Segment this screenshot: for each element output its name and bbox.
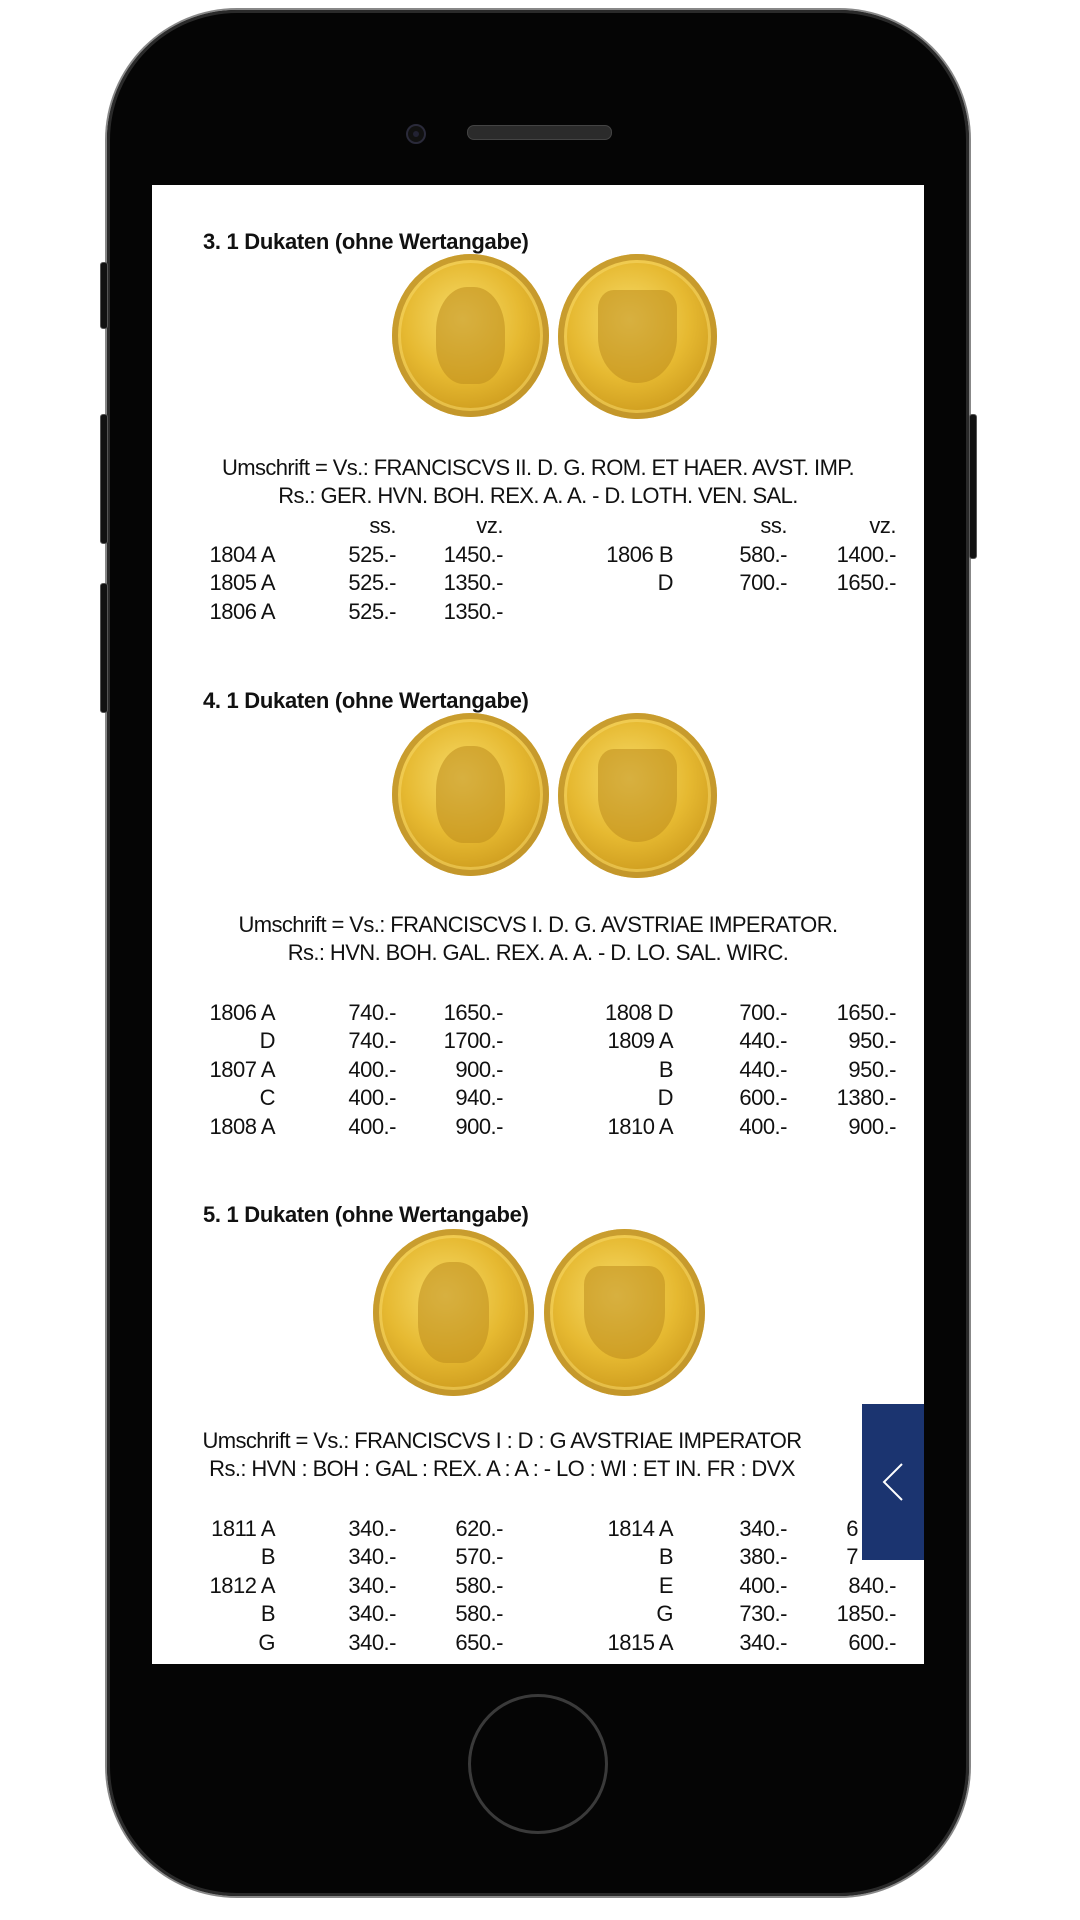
price-row-label: 1806 A: [209, 1000, 275, 1025]
price-ss: 400.-: [739, 1573, 787, 1598]
section-heading: 4. 1 Dukaten (ohne Wertangabe): [203, 688, 529, 713]
price-row-label: G: [656, 1601, 673, 1626]
power-button: [969, 414, 977, 559]
section-heading: 3. 1 Dukaten (ohne Wertangabe): [203, 229, 529, 254]
price-vz: 1850.-: [836, 1601, 896, 1626]
price-ss: 340.-: [348, 1516, 396, 1541]
obverse-inscription: Umschrift = Vs.: FRANCISCVS II. D. G. ROM. ET HAER. AVST. IMP.: [221, 455, 855, 480]
price-vz: 580.-: [455, 1573, 503, 1598]
price-row-label: 1811 A: [211, 1516, 275, 1541]
price-vz: 1450.-: [443, 542, 503, 567]
price-row-label: E: [658, 1573, 673, 1598]
section-heading: 5. 1 Dukaten (ohne Wertangabe): [203, 1202, 529, 1227]
price-row-label: 1804 A: [209, 542, 275, 567]
price-row-label: 1809 A: [607, 1028, 673, 1053]
eagle-motif: [598, 290, 678, 382]
price-row-label: B: [658, 1057, 673, 1082]
reverse-inscription: Rs.: HVN. BOH. GAL. REX. A. A. - D. LO. SAL. WIRC.: [287, 940, 789, 965]
price-ss: 700.-: [739, 570, 787, 595]
coin-reverse-image: [558, 713, 717, 878]
price-row-label: 1814 A: [607, 1516, 673, 1541]
column-header-ss: ss.: [760, 513, 787, 538]
price-row-label: 1812 A: [209, 1573, 275, 1598]
price-row-label: D: [657, 570, 673, 595]
price-vz: 1650.-: [836, 570, 896, 595]
coin-obverse-image: [392, 713, 549, 876]
price-row-label: B: [260, 1601, 275, 1626]
price-ss: 400.-: [348, 1114, 396, 1139]
mute-switch: [100, 262, 108, 329]
price-row-label: 1806 B: [606, 542, 673, 567]
front-camera-icon: [406, 124, 426, 144]
price-vz: 840.-: [848, 1573, 896, 1598]
price-row-label: B: [658, 1544, 673, 1569]
price-ss: 340.-: [348, 1573, 396, 1598]
coin-obverse-image: [373, 1229, 534, 1396]
price-vz: 1380.-: [836, 1085, 896, 1110]
price-row-label: 1806 A: [209, 599, 275, 624]
price-vz: 7: [846, 1544, 858, 1569]
price-ss: 440.-: [739, 1028, 787, 1053]
price-vz: 580.-: [455, 1601, 503, 1626]
price-row-label: 1808 D: [605, 1000, 673, 1025]
price-ss: 340.-: [348, 1630, 396, 1655]
coin-reverse-image: [558, 254, 717, 419]
screen: [152, 185, 924, 1664]
price-ss: 525.-: [348, 542, 396, 567]
price-ss: 400.-: [348, 1085, 396, 1110]
price-vz: 6: [846, 1516, 858, 1541]
home-button[interactable]: [468, 1694, 608, 1834]
price-vz: 950.-: [848, 1057, 896, 1082]
obverse-inscription: Umschrift = Vs.: FRANCISCVS I : D : G AVSTRIAE IMPERATOR: [202, 1428, 802, 1453]
price-ss: 340.-: [348, 1601, 396, 1626]
price-vz: 650.-: [455, 1630, 503, 1655]
price-ss: 700.-: [739, 1000, 787, 1025]
price-row-label: 1810 A: [607, 1114, 673, 1139]
price-vz: 900.-: [848, 1114, 896, 1139]
price-ss: 340.-: [348, 1544, 396, 1569]
price-ss: 740.-: [348, 1028, 396, 1053]
price-vz: 950.-: [848, 1028, 896, 1053]
price-vz: 620.-: [455, 1516, 503, 1541]
price-ss: 340.-: [739, 1630, 787, 1655]
price-ss: 730.-: [739, 1601, 787, 1626]
price-row-label: C: [259, 1085, 275, 1110]
price-vz: 600.-: [848, 1630, 896, 1655]
column-header-vz: vz.: [476, 513, 503, 538]
price-row-label: B: [260, 1544, 275, 1569]
price-row-label: 1815 A: [607, 1630, 673, 1655]
price-ss: 340.-: [739, 1516, 787, 1541]
price-vz: 1400.-: [836, 542, 896, 567]
price-ss: 525.-: [348, 570, 396, 595]
eagle-motif: [584, 1266, 665, 1360]
price-vz: 900.-: [455, 1057, 503, 1082]
obverse-inscription: Umschrift = Vs.: FRANCISCVS I. D. G. AVSTRIAE IMPERATOR.: [238, 912, 838, 937]
price-ss: 600.-: [739, 1085, 787, 1110]
reverse-inscription: Rs.: GER. HVN. BOH. REX. A. A. - D. LOTH. VEN. SAL.: [278, 483, 798, 508]
portrait-motif: [436, 746, 505, 844]
price-vz: 1700.-: [443, 1028, 503, 1053]
back-tab-button[interactable]: [862, 1404, 924, 1560]
price-row-label: 1808 A: [209, 1114, 275, 1139]
price-row-label: D: [657, 1085, 673, 1110]
price-row-label: G: [258, 1630, 275, 1655]
coin-reverse-image: [544, 1229, 705, 1396]
price-vz: 940.-: [455, 1085, 503, 1110]
price-vz: 1350.-: [443, 599, 503, 624]
price-vz: 570.-: [455, 1544, 503, 1569]
volume-down-button: [100, 583, 108, 713]
price-ss: 380.-: [739, 1544, 787, 1569]
price-ss: 400.-: [348, 1057, 396, 1082]
coin-obverse-image: [392, 254, 549, 417]
price-ss: 740.-: [348, 1000, 396, 1025]
price-vz: 1350.-: [443, 570, 503, 595]
portrait-motif: [418, 1262, 489, 1362]
price-row-label: 1807 A: [209, 1057, 275, 1082]
portrait-motif: [436, 287, 505, 385]
price-ss: 580.-: [739, 542, 787, 567]
price-row-label: 1805 A: [209, 570, 275, 595]
chevron-left-icon: [880, 1462, 906, 1502]
price-ss: 525.-: [348, 599, 396, 624]
price-ss: 400.-: [739, 1114, 787, 1139]
volume-up-button: [100, 414, 108, 544]
column-header-vz: vz.: [869, 513, 896, 538]
price-ss: 440.-: [739, 1057, 787, 1082]
price-vz: 1650.-: [443, 1000, 503, 1025]
eagle-motif: [598, 749, 678, 841]
column-header-ss: ss.: [369, 513, 396, 538]
price-row-label: D: [259, 1028, 275, 1053]
price-vz: 1650.-: [836, 1000, 896, 1025]
earpiece-speaker: [467, 125, 612, 140]
price-vz: 900.-: [455, 1114, 503, 1139]
reverse-inscription: Rs.: HVN : BOH : GAL : REX. A : A : - LO : WI : ET IN. FR : DVX: [209, 1456, 795, 1481]
